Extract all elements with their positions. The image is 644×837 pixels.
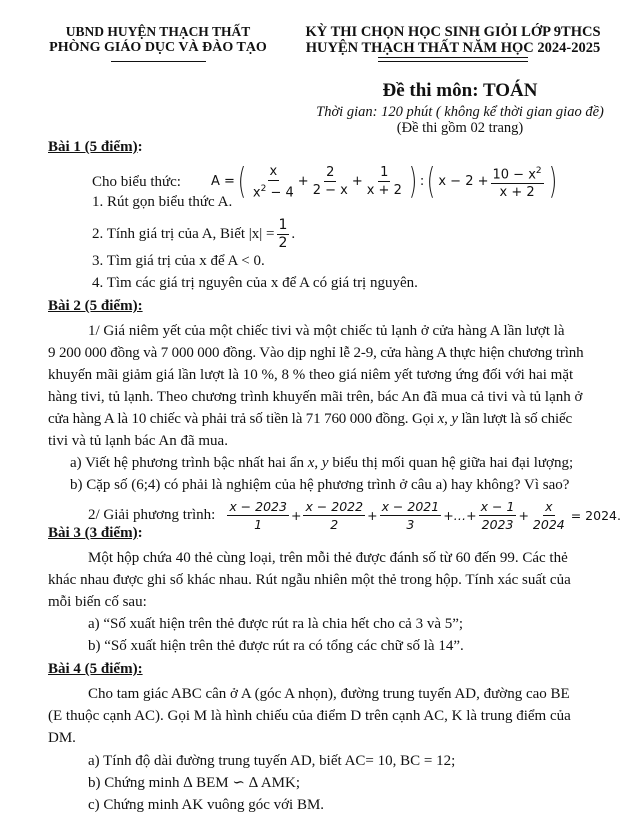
bai1-title: Bài 1 (5 điểm):: [48, 139, 143, 155]
bai4-line-2: DM.: [48, 730, 76, 746]
bai3-title: Bài 3 (3 điểm):: [48, 525, 143, 541]
bai2-line-1: 9 200 000 đồng và 7 000 000 đồng. Vào dịp nghỉ lễ 2-9, cửa hàng A thực hiện chương trình: [48, 345, 584, 361]
bai2-line-5: tivi và tủ lạnh bác An đã mua.: [48, 433, 228, 449]
bai2-line-4: cửa hàng A là 10 chiếc và phải trả số tiền là 71 760 000 đồng. Gọi x, y lần lượt là số chiếc: [48, 411, 573, 427]
exam-time: Thời gian: 120 phút ( không kể thời gian giao đề): [316, 104, 604, 120]
district-name: UBND HUYỆN THẠCH THẤT: [65, 24, 251, 39]
bai1-q1: 1. Rút gọn biểu thức A.: [92, 194, 233, 210]
equation-sum: $\frac{x - 2023}{1}$ + $\frac{x - 2022}{2}$ + $\frac{x - 2021}{3}$ +…+ $\frac{x - 1}{2023}$ + $\frac{x}{2024}$: [229, 498, 565, 532]
department-name: PHÒNG GIÁO DỤC VÀ ĐÀO TẠO: [49, 40, 267, 55]
bai4-c: c) Chứng minh AK vuông góc với BM.: [88, 797, 325, 813]
bai2-a: a) Viết hệ phương trình bậc nhất hai ẩn x, y biểu thị mối quan hệ giữa hai đại lượng;: [70, 455, 574, 471]
bai3-b: b) “Số xuất hiện trên thẻ được rút ra có tổng các chữ số là 14”.: [88, 638, 464, 654]
header-right-rule: [378, 57, 528, 62]
header-right: [268, 24, 638, 62]
bai2-line-2: khuyến mãi giảm giá lần lượt là 10 %, 8 % theo giá niêm yết tương ứng đối với hai mặt: [48, 367, 574, 383]
bai4-line-0: Cho tam giác ABC cân ở A (góc A nhọn), đường trung tuyến AD, đường cao BE: [88, 686, 570, 702]
bai3-line-1: khác nhau được ghi số khác nhau. Rút ngẫu nhiên một thẻ trong hộp. Tính xác suất của: [48, 572, 571, 588]
bai2-line-3: hàng tivi, tủ lạnh. Theo chương trình khuyến mãi trên, bác An đã mua cả tivi và tủ lạnh ở: [48, 389, 583, 405]
bai4-line-1: (E thuộc cạnh AC). Gọi M là hình chiếu của điểm D trên cạnh AC, K là trung điểm của: [48, 708, 571, 724]
bai4-b: b) Chứng minh ∆ BEM ∽ ∆ AMK;: [88, 775, 300, 791]
exam-year: HUYỆN THẠCH THẤT NĂM HỌC 2024-2025: [305, 40, 601, 56]
bai3-line-2: mỗi biến cố sau:: [48, 594, 147, 610]
exam-name: KỲ THI CHỌN HỌC SINH GIỎI LỚP 9THCS: [305, 24, 601, 40]
equation-result: = 2024.: [570, 507, 621, 523]
bai2-line-0: 1/ Giá niêm yết của một chiếc tivi và một chiếc tủ lạnh ở cửa hàng A lần lượt là: [88, 323, 565, 339]
header-left: [28, 24, 288, 62]
bai3-a: a) “Số xuất hiện trên thẻ được rút ra là chia hết cho cả 3 và 5”;: [88, 616, 464, 632]
bai4-title: Bài 4 (5 điểm):: [48, 661, 143, 677]
bai1-q2: 2. Tính giá trị của A, Biết |x| = $\frac{1}{2}$ .: [92, 216, 296, 251]
bai2-q2-label: 2/ Giải phương trình:: [88, 507, 216, 523]
bai1-q4: 4. Tìm các giá trị nguyên của x để A có giá trị nguyên.: [92, 275, 418, 291]
bai1-intro: Cho biểu thức:: [92, 174, 181, 190]
bai4-a: a) Tính độ dài đường trung tuyến AD, biết AC= 10, BC = 12;: [88, 753, 456, 769]
header-left-rule: [111, 61, 206, 62]
bai2-title: Bài 2 (5 điểm):: [48, 298, 143, 314]
bai1-q3: 3. Tìm giá trị của x để A < 0.: [92, 253, 265, 269]
bai3-line-0: Một hộp chứa 40 thẻ cùng loại, trên mỗi thẻ được đánh số từ 60 đến 99. Các thẻ: [88, 550, 568, 566]
expression-A: A = ( $\frac{x}{x^2 - 4}$ + $\frac{2}{2 - x}$ + $\frac{1}{x + 2}$ ) : ( x − 2 + $\frac{10 - x^2}{x + 2}$ ): [210, 160, 557, 202]
exam-pages: (Đề thi gồm 02 trang): [396, 120, 524, 136]
bai2-equation-line: [88, 493, 621, 537]
bai2-b: b) Cặp số (6;4) có phải là nghiệm của hệ phương trình ở câu a) hay không? Vì sao?: [70, 477, 570, 493]
exam-subject: Đề thi môn: TOÁN: [382, 80, 538, 101]
